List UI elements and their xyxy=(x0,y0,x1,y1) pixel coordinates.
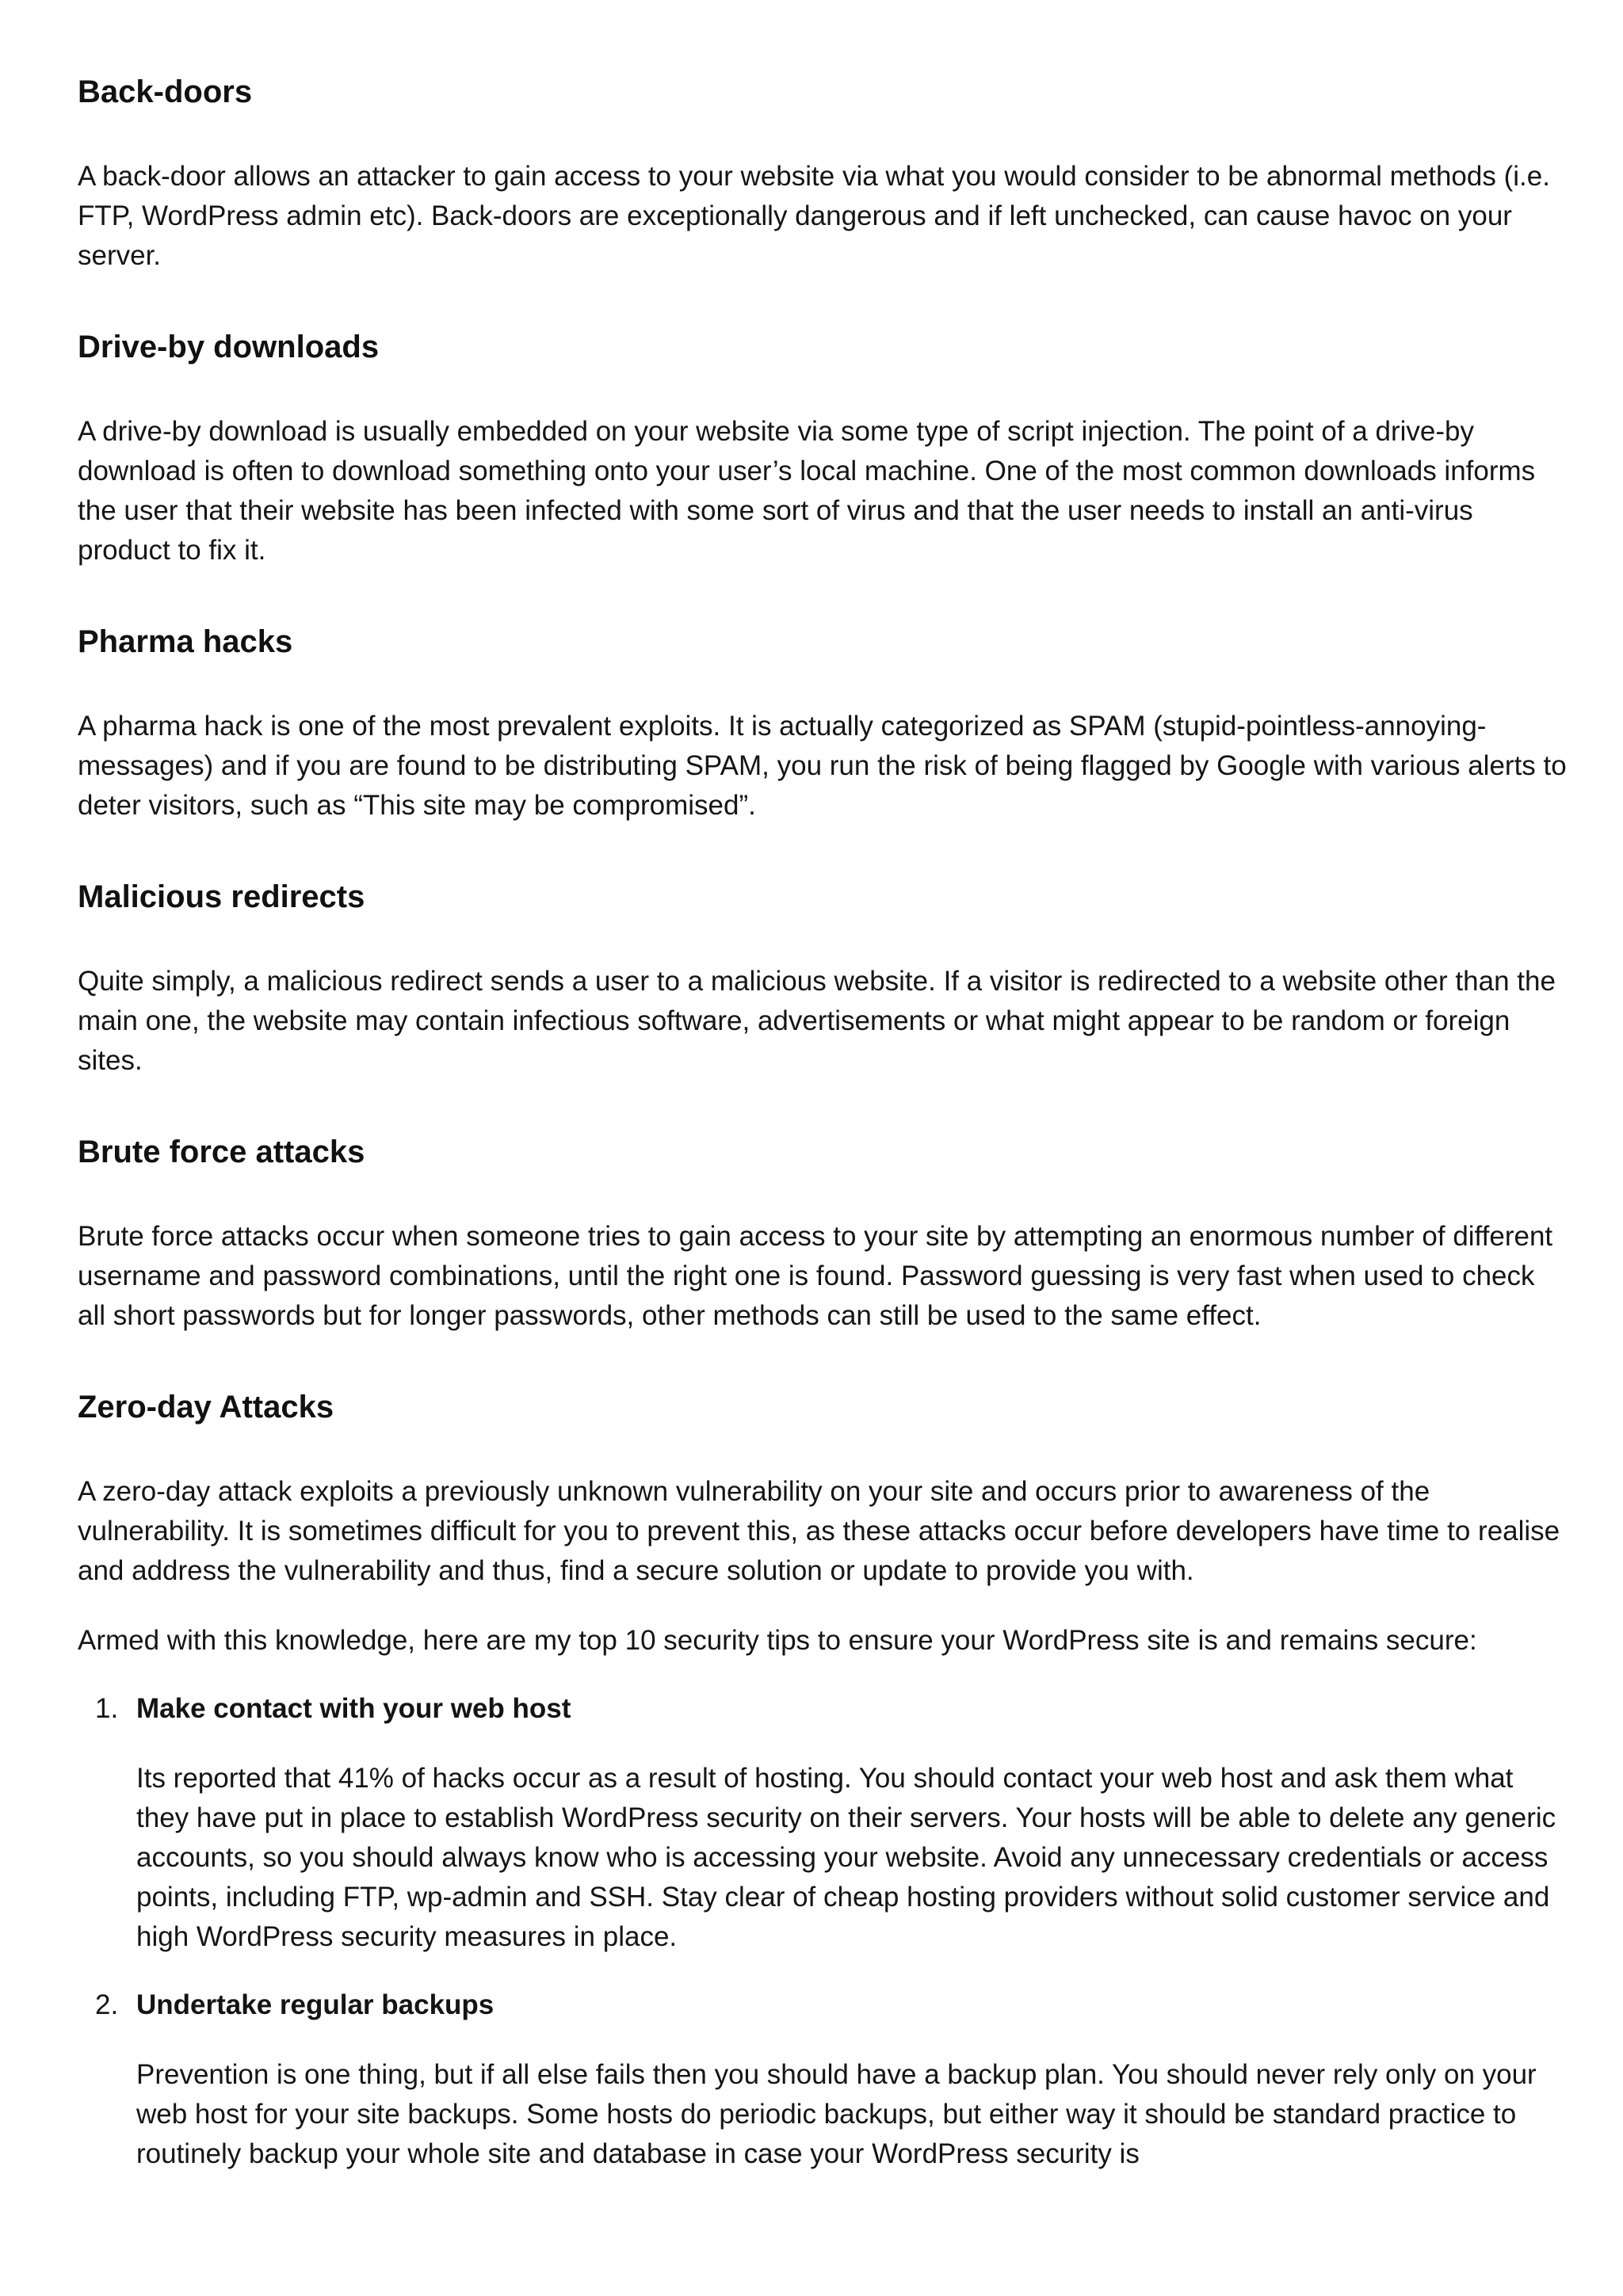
section-pharma-hacks xyxy=(78,623,1568,826)
section-heading: Back-doors xyxy=(78,74,253,109)
section-back-doors xyxy=(78,73,1568,276)
section-heading: Drive-by downloads xyxy=(78,330,380,364)
section-heading: Malicious redirects xyxy=(78,879,365,914)
section-paragraph: A back-door allows an attacker to gain access to your website via what you would consider to be abnormal methods (i.e. FTP, WordPress admin etc). Back-doors are exceptionally dangerous and if left unchecked, can cause havoc on your server. xyxy=(78,161,1550,271)
section-heading: Pharma hacks xyxy=(78,624,293,659)
section-paragraph: Quite simply, a malicious redirect sends a user to a malicious website. If a visitor is redirected to a website other than the main one, the website may contain infectious software, advertisements or what might appear to be random or foreign sites. xyxy=(78,966,1556,1076)
list-item xyxy=(78,1689,1568,1957)
document-page xyxy=(78,73,1568,2174)
tip-paragraph: Its reported that 41% of hacks occur as a result of hosting. You should contact your web host and ask them what they have put in place to establish WordPress security on their servers. Your hosts will be able to delete any generic accounts, so you should always know who is accessing your website. Avoid any unnecessary credentials or access points, including FTP, wp-admin and SSH. Stay clear of cheap hosting providers without solid customer service and high WordPress security measures in place. xyxy=(136,1763,1556,1952)
section-paragraph: A zero-day attack exploits a previously unknown vulnerability on your site and occurs prior to awareness of the vulnerability. It is sometimes difficult for you to prevent this, as these attacks occur before developers have time to realise and address the vulnerability and thus, find a secure solution or update to provide you with. xyxy=(78,1476,1560,1586)
section-brute-force-attacks xyxy=(78,1133,1568,1336)
section-paragraph: A pharma hack is one of the most prevalent exploits. It is actually categorized as SPAM (stupid-pointless-annoying-messages) and if you are found to be distributing SPAM, you run the risk of being flagged by Google with various alerts to deter visitors, such as “This site may be compromised”. xyxy=(78,711,1567,821)
section-drive-by-downloads xyxy=(78,328,1568,570)
section-heading: Brute force attacks xyxy=(78,1135,365,1169)
tip-title: Make contact with your web host xyxy=(136,1693,571,1724)
section-zero-day-attacks xyxy=(78,1388,1568,1591)
tip-number: 2. xyxy=(95,1989,119,2020)
section-paragraph: A drive-by download is usually embedded on your website via some type of script injection. The point of a drive-by download is often to download something onto your user’s local machine. One of the most common downloads informs the user that their website has been infected with some sort of virus and that the user needs to install an anti-virus product to fix it. xyxy=(78,416,1536,566)
list-item xyxy=(78,1985,1568,2174)
tips-list xyxy=(78,1689,1568,2174)
section-paragraph: Brute force attacks occur when someone tries to gain access to your site by attempting an enormous number of different username and password combinations, until the right one is found. Password guessing is very fast when used to check all short passwords but for longer passwords, other methods can still be used to the same effect. xyxy=(78,1221,1553,1331)
tip-number: 1. xyxy=(95,1693,119,1724)
intro-paragraph: Armed with this knowledge, here are my top 10 security tips to ensure your WordPress site is and remains secure: xyxy=(78,1625,1477,1656)
section-heading: Zero-day Attacks xyxy=(78,1390,334,1425)
tip-title: Undertake regular backups xyxy=(136,1989,495,2020)
tip-paragraph: Prevention is one thing, but if all else fails then you should have a backup plan. You should never rely only on your web host for your site backups. Some hosts do periodic backups, but either way it should be standard practice to routinely backup your whole site and database in case your WordPress security is xyxy=(136,2059,1537,2169)
section-malicious-redirects xyxy=(78,878,1568,1081)
